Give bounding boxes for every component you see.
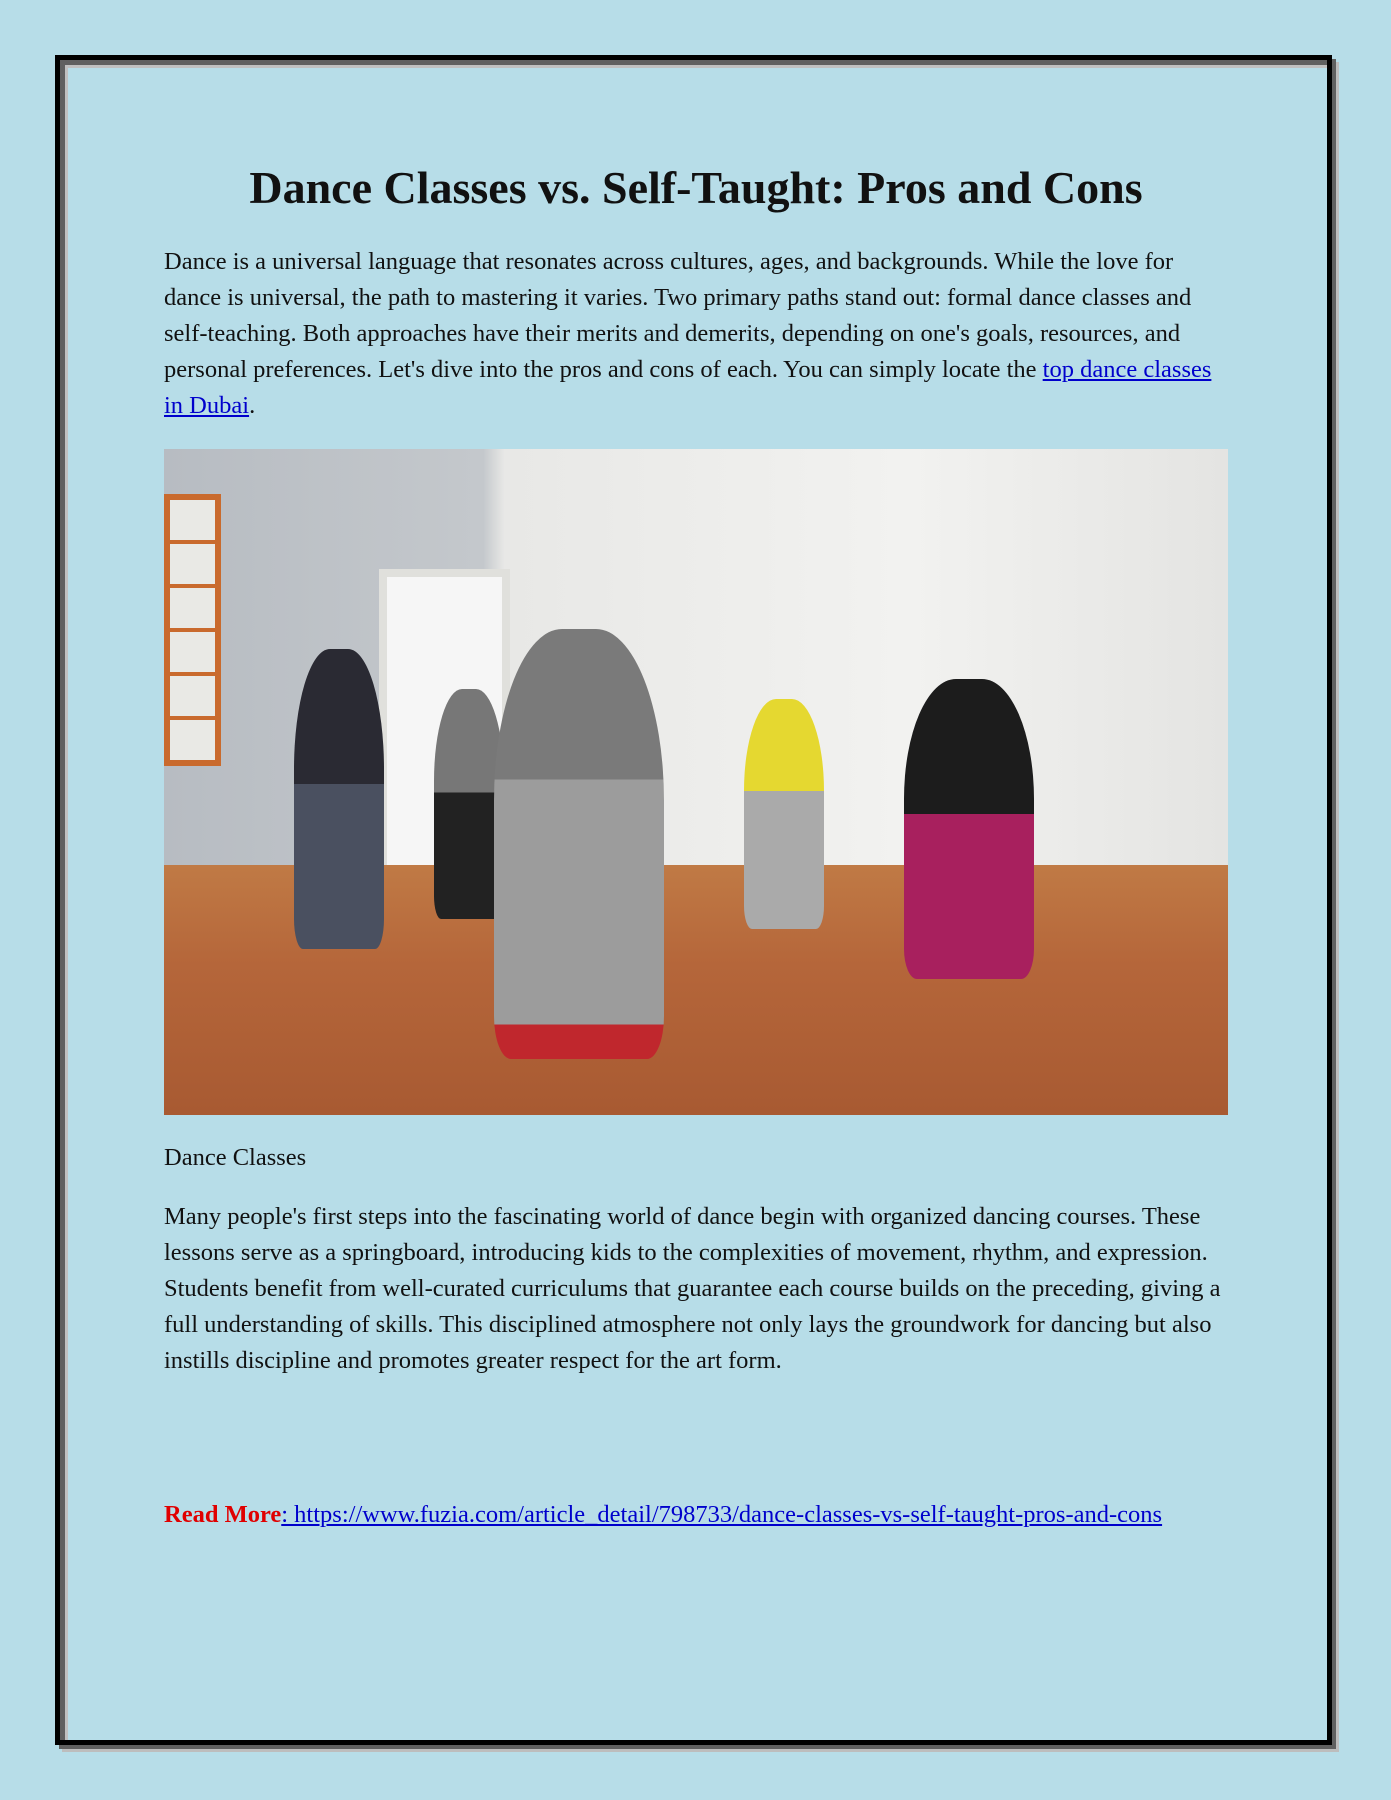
intro-end: . — [249, 392, 256, 419]
dance-classes-dubai-link[interactable]: top dance classes in Dubai — [164, 356, 1212, 419]
window — [164, 494, 221, 766]
intro-text: Dance is a universal language that resonates across cultures, ages, and backgrounds. While the love for dance is universal, the path to mastering it varies. Two primary paths stand out: formal dance classes and self-teaching. Both approaches have their merits and demerits, depending on one's goals, resources, and personal preferences. Let's dive into the pros and cons of each. You can simply locate the — [164, 248, 1192, 383]
read-more-link[interactable]: : https://www.fuzia.com/article_detail/798733/dance-classes-vs-self-taught-pros-and-cons — [281, 1501, 1163, 1528]
read-more-label: Read More — [164, 1501, 282, 1528]
dancer — [294, 649, 384, 949]
section-paragraph: Many people's first steps into the fascinating world of dance begin with organized dancing courses. These lessons serve as a springboard, introducing kids to the complexities of movement, rhythm, and expression. Students benefit from well-curated curriculums that guarantee each course builds on the preceding, giving a full understanding of skills. This disciplined atmosphere not only lays the groundwork for dancing but also instills discipline and promotes greater respect for the art form. — [164, 1203, 1221, 1374]
read-more — [164, 1497, 1228, 1533]
dancer — [744, 699, 824, 929]
article-title: Dance Classes vs. Self-Taught: Pros and Cons — [249, 162, 1143, 213]
dancer — [494, 629, 664, 1059]
intro-paragraph — [164, 244, 1228, 424]
dance-class-photo — [164, 449, 1228, 1115]
dancer — [904, 679, 1034, 979]
section-heading: Dance Classes — [164, 1144, 307, 1171]
